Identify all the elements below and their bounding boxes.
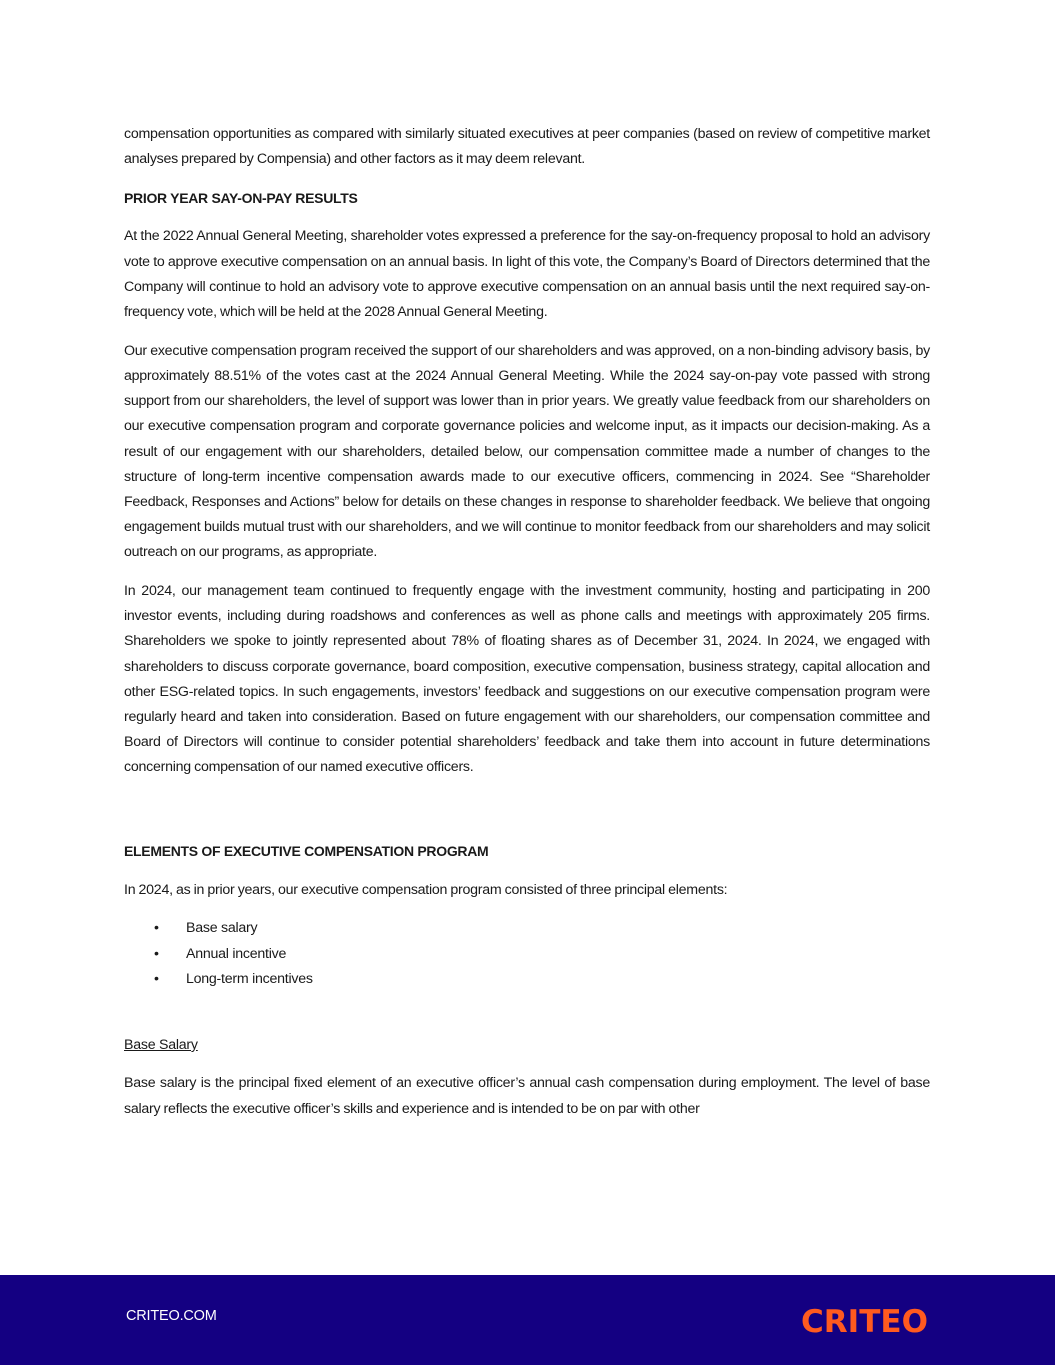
say-on-pay-paragraph-3: In 2024, our management team continued to frequently engage with the investment community, hosting and participating in 200 investor events, including during roadshows and conferences as well as phone calls and meetings with approximately 205 firms. Shareholders we spoke to jointly represented about 78% of floating shares as of December 31, 2024. In 2024, we engaged with shareholders to discuss corporate governance, board composition, executive compensation, business strategy, capital allocation and other ESG-related topics. In such engagements, investors’ feedback and suggestions on our executive compensation program were regularly heard and taken into consideration. Based on future engagement with our shareholders, our compensation committee and Board of Directors will continue to consider potential shareholders’ feedback and take them into account in future determinations concerning compensation of our named executive officers. [124,583,930,776]
elements-intro: In 2024, as in prior years, our executive compensation program consisted of three principal elements: [124,881,728,898]
criteo-logo-icon [801,1304,929,1336]
say-on-pay-heading: PRIOR YEAR SAY-ON-PAY RESULTS [124,189,358,206]
say-on-pay-paragraph-1: At the 2022 Annual General Meeting, shareholder votes expressed a preference for the say-on-frequency proposal to hold an advisory vote to approve executive compensation on an annual basis. In light of this vote, the Company’s Board of Directors determined that the Company will continue to hold an advisory vote to approve executive compensation on an annual basis until the next required say-on-frequency vote, which will be held at the 2028 Annual General Meeting. [124,228,930,321]
list-item-label: Base salary [186,920,258,937]
section-spacer [124,992,930,1033]
list-item-label: Long-term incentives [186,970,313,987]
elements-list [124,916,930,992]
intro-paragraph: compensation opportunities as compared with similarly situated executives at peer companies (based on review of competitive market analyses prepared by Compensia) and other factors as it may deem relevant. [124,126,930,168]
list-item [124,916,930,941]
criteo-logo-text: CRITEO [801,1304,928,1336]
base-salary-heading: Base Salary [124,1036,198,1053]
base-salary-paragraph: Base salary is the principal fixed element of an executive officer’s annual cash compensation during employment. The level of base salary reflects the executive officer’s skills and experience and is intended to be on par with other [124,1075,930,1117]
list-item-label: Annual incentive [186,945,287,962]
page-footer [0,1275,1055,1365]
footer-site-link[interactable]: CRITEO.COM [126,1308,217,1324]
elements-heading: ELEMENTS OF EXECUTIVE COMPENSATION PROGRAM [124,843,489,860]
page-content [124,122,930,1135]
say-on-pay-paragraph-2: Our executive compensation program received the support of our shareholders and was approved, on a non-binding advisory basis, by approximately 88.51% of the votes cast at the 2024 Annual General Meeting. While the 2024 say-on-pay vote passed with strong support from our shareholders, the level of support was lower than in prior years. We greatly value feedback from our shareholders on our executive compensation program and corporate governance policies and welcome input, as it impacts our decision-making. As a result of our engagement with our shareholders, detailed below, our compensation committee made a number of changes to the structure of long-term incentive compensation awards made to our executive officers, commencing in 2024. See “Shareholder Feedback, Responses and Actions” below for details on these changes in response to shareholder feedback. We believe that ongoing engagement builds mutual trust with our shareholders, and we will continue to monitor feedback from our shareholders and may solicit outreach on our programs, as appropriate. [124,342,930,561]
list-item [124,942,930,967]
list-item [124,967,930,992]
section-spacer [124,794,930,839]
bullet-icon: • [154,920,159,937]
bullet-icon: • [154,945,159,962]
bullet-icon: • [154,970,159,987]
